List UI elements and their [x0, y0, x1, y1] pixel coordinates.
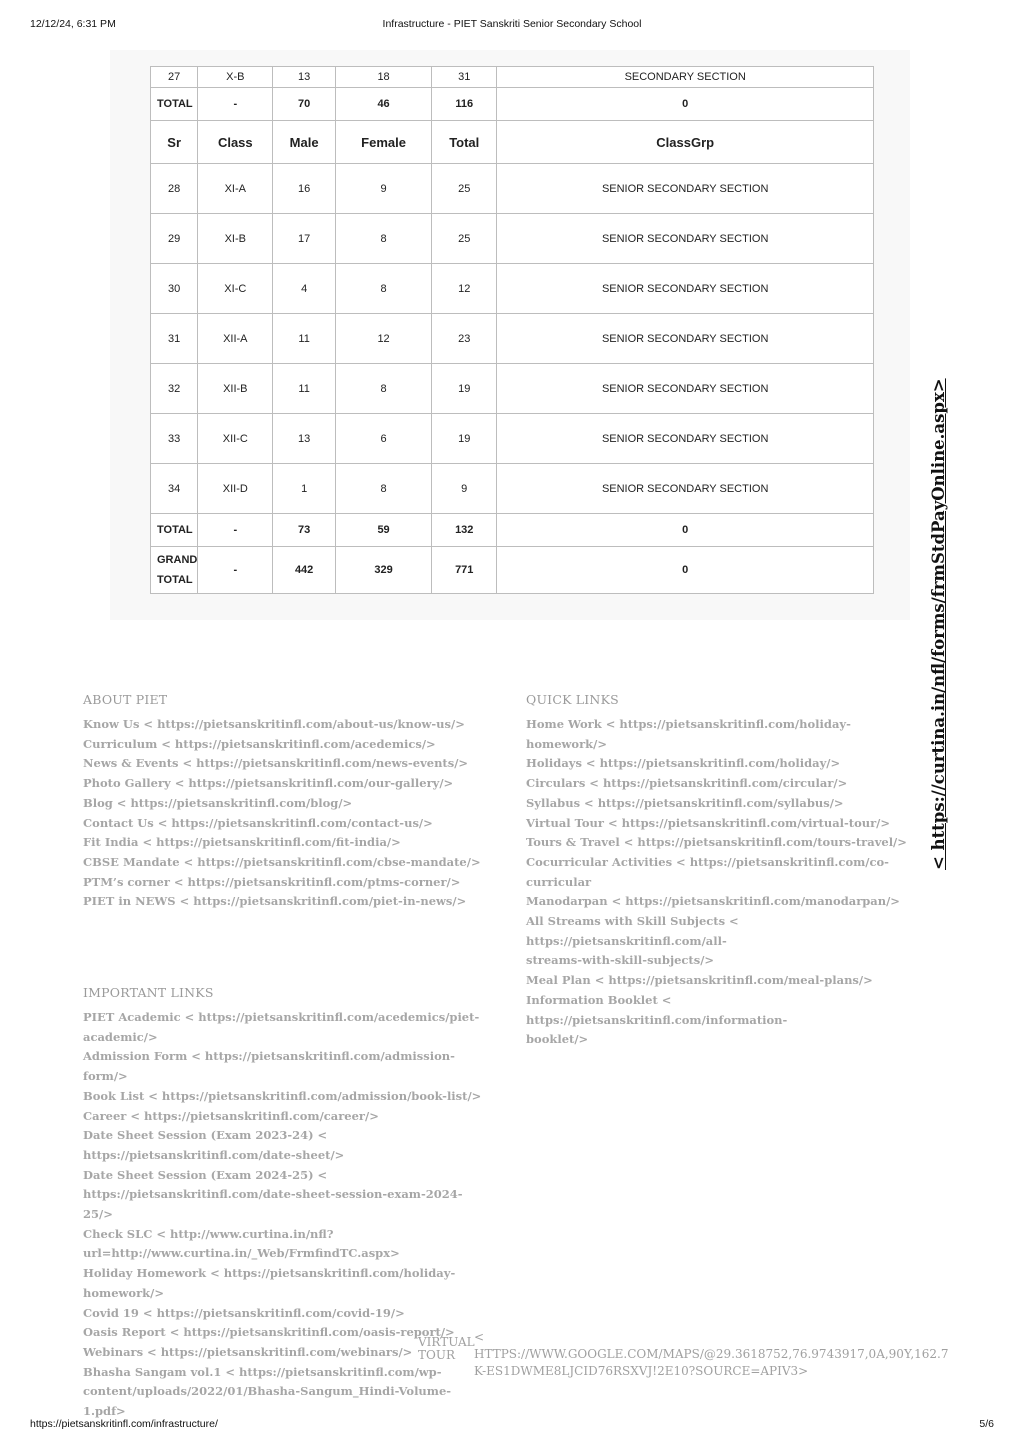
footer-link[interactable]: Bhasha Sangam vol.1 < https://pietsanskritinfl.com/wp-: [83, 1364, 442, 1379]
footer-link[interactable]: content/uploads/2022/01/Bhasha-Sangum_Hindi-Volume-1.pdf>: [83, 1384, 452, 1419]
footer-link[interactable]: academic/>: [83, 1029, 158, 1044]
cell-group: 0: [497, 88, 874, 121]
footer-link[interactable]: Virtual Tour < https://pietsanskritinfl.com/virtual-tour/>: [526, 815, 891, 830]
cell-female: 8: [336, 214, 432, 264]
cell-class: X-B: [198, 67, 273, 88]
section-heading: QUICK LINKS: [526, 692, 619, 707]
header-male: Male: [273, 121, 336, 164]
cell-sr: 31: [151, 314, 198, 364]
cell-male: 16: [273, 164, 336, 214]
cell-total: 25: [432, 164, 497, 214]
footer-link[interactable]: Holidays < https://pietsanskritinfl.com/holiday/>: [526, 756, 841, 771]
cell-sr: 34: [151, 464, 198, 514]
cell-group: SECONDARY SECTION: [497, 67, 874, 88]
cell-sr: 27: [151, 67, 198, 88]
table-row-grand-total: [151, 547, 874, 594]
cell-total: 132: [432, 514, 497, 547]
footer-link[interactable]: Check SLC < http://www.curtina.in/nfl?: [83, 1226, 334, 1241]
footer-link[interactable]: https://pietsanskritinfl.com/date-sheet/>: [83, 1147, 345, 1162]
table-row-total: [151, 88, 874, 121]
cell-sr: TOTAL: [151, 514, 198, 547]
footer-link[interactable]: Career < https://pietsanskritinfl.com/career/>: [83, 1108, 379, 1123]
footer-link[interactable]: Syllabus < https://pietsanskritinfl.com/syllabus/>: [526, 795, 844, 810]
cell-male: 13: [273, 414, 336, 464]
map-link-line: HTTPS://WWW.GOOGLE.COM/MAPS/@29.3618752,76.9743917,0A,90Y,162.7: [474, 1347, 949, 1361]
print-footer: [30, 1418, 994, 1432]
cell-sr: 32: [151, 364, 198, 414]
cell-group: SENIOR SECONDARY SECTION: [497, 364, 874, 414]
section-heading: IMPORTANT LINKS: [83, 985, 214, 1000]
cell-male: 13: [273, 67, 336, 88]
footer-link[interactable]: Photo Gallery < https://pietsanskritinfl.com/our-gallery/>: [83, 776, 454, 791]
footer-link[interactable]: All Streams with Skill Subjects < https://pietsanskritinfl.com/all-: [526, 914, 739, 948]
cell-total: 23: [432, 314, 497, 364]
cell-female: 6: [336, 414, 432, 464]
footer-link[interactable]: booklet/>: [526, 1032, 589, 1047]
cell-class: XII-D: [198, 464, 273, 514]
footer-link[interactable]: CBSE Mandate < https://pietsanskritinfl.com/cbse-mandate/>: [83, 854, 481, 869]
cell-female: 59: [336, 514, 432, 547]
student-strength-table-image: [110, 50, 910, 620]
page-number: 5/6: [979, 1418, 994, 1430]
cell-male: 4: [273, 264, 336, 314]
header-female: Female: [336, 121, 432, 164]
map-link-line: K-ES1DWME8LJCID76RSXVJ!2E10?SOURCE=APIV3>: [474, 1364, 809, 1378]
cell-total: 31: [432, 67, 497, 88]
cell-female: 46: [336, 88, 432, 121]
footer-link[interactable]: Covid 19 < https://pietsanskritinfl.com/covid-19/>: [83, 1305, 405, 1320]
cell-group: 0: [497, 547, 874, 594]
cell-total: 771: [432, 547, 497, 594]
table-row: [151, 364, 874, 414]
header-sr: Sr: [151, 121, 198, 164]
map-link-line: <: [474, 1330, 485, 1344]
cell-class: -: [198, 514, 273, 547]
cell-female: 329: [336, 547, 432, 594]
footer-link[interactable]: Oasis Report < https://pietsanskritinfl.com/oasis-report/>: [83, 1325, 455, 1340]
footer-link[interactable]: streams-with-skill-subjects/>: [526, 953, 715, 968]
cell-sr: 29: [151, 214, 198, 264]
footer-link[interactable]: Webinars < https://pietsanskritinfl.com/webinars/>: [83, 1344, 413, 1359]
footer-link[interactable]: PIET Academic < https://pietsanskritinfl.com/acedemics/piet-: [83, 1010, 480, 1024]
virtual-tour-map-link[interactable]: [474, 1329, 974, 1380]
cell-group: SENIOR SECONDARY SECTION: [497, 314, 874, 364]
cell-total: 19: [432, 414, 497, 464]
print-url: https://pietsanskritinfl.com/infrastructure/: [30, 1418, 218, 1430]
footer-link[interactable]: Date Sheet Session (Exam 2023-24) <: [83, 1128, 328, 1143]
cell-female: 18: [336, 67, 432, 88]
cell-group: SENIOR SECONDARY SECTION: [497, 264, 874, 314]
table-header-row: [151, 121, 874, 164]
table-row: [151, 214, 874, 264]
cell-class: XII-C: [198, 414, 273, 464]
footer-link[interactable]: Cocurricular Activities < https://pietsanskritinfl.com/co-curricular: [526, 854, 889, 889]
cell-sr: 30: [151, 264, 198, 314]
cell-sr: TOTAL: [151, 88, 198, 121]
footer-link[interactable]: Holiday Homework < https://pietsanskritinfl.com/holiday-: [83, 1266, 456, 1281]
cell-female: 12: [336, 314, 432, 364]
footer-link[interactable]: Book List < https://pietsanskritinfl.com/admission/book-list/>: [83, 1088, 482, 1103]
footer-link[interactable]: Blog < https://pietsanskritinfl.com/blog/>: [83, 795, 353, 810]
cell-group: SENIOR SECONDARY SECTION: [497, 214, 874, 264]
cell-class: XI-B: [198, 214, 273, 264]
header-total: Total: [432, 121, 497, 164]
footer-link[interactable]: https://pietsanskritinfl.com/date-sheet-session-exam-2024-25/>: [83, 1187, 463, 1222]
cell-total: 25: [432, 214, 497, 264]
cell-total: 12: [432, 264, 497, 314]
footer-link[interactable]: Date Sheet Session (Exam 2024-25) <: [83, 1167, 328, 1182]
footer-link[interactable]: Fit India < https://pietsanskritinfl.com/fit-india/>: [83, 835, 401, 850]
cell-male: 73: [273, 514, 336, 547]
cell-total: 116: [432, 88, 497, 121]
cell-total: 9: [432, 464, 497, 514]
header-class: Class: [198, 121, 273, 164]
footer-link[interactable]: homework/>: [83, 1285, 164, 1300]
cell-male: 70: [273, 88, 336, 121]
footer-link[interactable]: Tours & Travel < https://pietsanskritinfl.com/tours-travel/>: [526, 835, 907, 850]
cell-female: 8: [336, 264, 432, 314]
cell-male: 11: [273, 314, 336, 364]
print-header: [30, 18, 994, 32]
footer-link[interactable]: PTM’s corner < https://pietsanskritinfl.com/ptms-corner/>: [83, 874, 461, 889]
footer-link[interactable]: Meal Plan < https://pietsanskritinfl.com/meal-plans/>: [526, 973, 873, 988]
table-row-total: [151, 514, 874, 547]
footer-link[interactable]: Curriculum < https://pietsanskritinfl.com/acedemics/>: [83, 736, 436, 751]
table-row: [151, 314, 874, 364]
cell-class: XI-A: [198, 164, 273, 214]
cell-sr: 33: [151, 414, 198, 464]
footer-link[interactable]: Home Work < https://pietsanskritinfl.com/holiday-homework/>: [526, 717, 851, 751]
cell-group: SENIOR SECONDARY SECTION: [497, 164, 874, 214]
cell-group: SENIOR SECONDARY SECTION: [497, 464, 874, 514]
footer-link[interactable]: Admission Form < https://pietsanskritinfl.com/admission-form/>: [83, 1049, 455, 1084]
cell-female: 9: [336, 164, 432, 214]
table-row: [151, 414, 874, 464]
quick-links-section: [526, 692, 926, 1050]
cell-male: 11: [273, 364, 336, 414]
table-row: [151, 464, 874, 514]
cell-female: 8: [336, 464, 432, 514]
footer-link[interactable]: url=http://www.curtina.in/_Web/FrmfindTC.aspx>: [83, 1246, 400, 1261]
cell-male: 442: [273, 547, 336, 594]
table-row: [151, 164, 874, 214]
table-row: [151, 67, 874, 88]
footer-link[interactable]: Know Us < https://pietsanskritinfl.com/about-us/know-us/>: [83, 717, 465, 731]
cell-male: 17: [273, 214, 336, 264]
cell-male: 1: [273, 464, 336, 514]
about-piet-section: [83, 692, 483, 912]
print-title: Infrastructure - PIET Sanskriti Senior Secondary School: [382, 18, 642, 30]
footer-link[interactable]: Contact Us < https://pietsanskritinfl.com/contact-us/>: [83, 815, 433, 830]
table-row: [151, 264, 874, 314]
cell-sr: 28: [151, 164, 198, 214]
footer-link[interactable]: Manodarpan < https://pietsanskritinfl.com/manodarpan/>: [526, 894, 900, 909]
section-heading: ABOUT PIET: [83, 692, 168, 707]
cell-class: -: [198, 88, 273, 121]
footer-link[interactable]: Circulars < https://pietsanskritinfl.com/circular/>: [526, 776, 848, 791]
student-strength-table: [150, 66, 874, 594]
cell-female: 8: [336, 364, 432, 414]
cell-class: XII-A: [198, 314, 273, 364]
online-fee-payment-link[interactable]: < https://curtina.in/nfl/forms/frmStdPayOnline.aspx>: [929, 378, 948, 870]
footer-link[interactable]: Information Booklet < https://pietsanskritinfl.com/information-: [526, 992, 788, 1027]
footer-link[interactable]: News & Events < https://pietsanskritinfl.com/news-events/>: [83, 756, 469, 771]
cell-class: -: [198, 547, 273, 594]
cell-total: 19: [432, 364, 497, 414]
cell-group: 0: [497, 514, 874, 547]
cell-group: SENIOR SECONDARY SECTION: [497, 414, 874, 464]
cell-sr: GRAND TOTAL: [151, 547, 198, 594]
virtual-tour-label[interactable]: VIRTUAL TOUR: [418, 1335, 475, 1362]
cell-class: XII-B: [198, 364, 273, 414]
cell-class: XI-C: [198, 264, 273, 314]
print-datetime: 12/12/24, 6:31 PM: [30, 18, 116, 30]
header-group: ClassGrp: [497, 121, 874, 164]
footer-link[interactable]: PIET in NEWS < https://pietsanskritinfl.com/piet-in-news/>: [83, 894, 467, 909]
